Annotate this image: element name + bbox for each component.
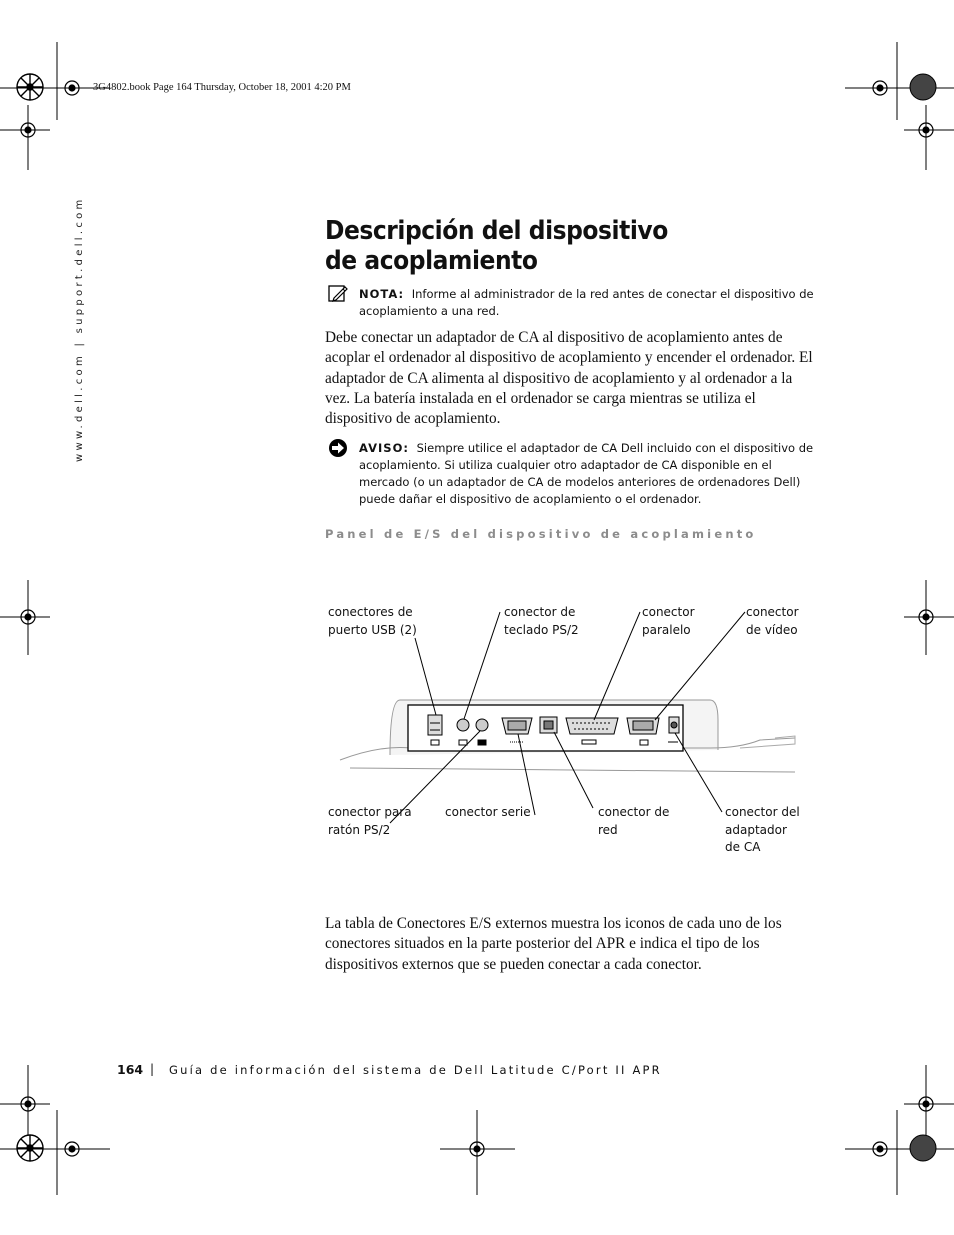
label-keyboard-line-1: conector de	[504, 605, 576, 619]
note-block	[359, 286, 814, 320]
label-video-line-2: de vídeo	[746, 622, 798, 637]
connectors-table-paragraph: La tabla de Conectores E/S externos muestra los iconos de cada uno de los conectores situados en la parte posterior del APR e indica el tipo de los dispositivos externos que se pueden conectar a cada conector.	[325, 915, 782, 973]
sidebar-url: www.dell.com | support.dell.com	[74, 196, 85, 462]
label-keyboard-connector	[504, 604, 579, 639]
label-serial-line-1: conector serie	[445, 805, 531, 819]
note-text: Informe al administrador de la red antes de conectar el dispositivo de acoplamiento a una red.	[359, 287, 814, 318]
label-mouse-connector	[328, 804, 412, 839]
footer-separator: |	[150, 1062, 155, 1076]
label-network-line-2: red	[598, 822, 618, 837]
label-ac-line-1: conector del	[725, 805, 800, 819]
label-serial-connector	[445, 804, 531, 822]
label-mouse-line-1: conector para	[328, 805, 412, 819]
footer-page-number: 164	[117, 1062, 144, 1077]
notice-text: Siempre utilice el adaptador de CA Dell incluido con el dispositivo de acoplamiento. Si utiliza cualquier otro adaptador de CA disponible en el mercado (o un adaptador de CA de modelos anteriores de ordenadores Dell) puede dañar el dispositivo de acoplamiento o el ordenador.	[359, 441, 814, 506]
label-usb-line-2: puerto USB (2)	[328, 622, 417, 637]
arrow-circle-notice-icon	[328, 438, 348, 458]
page-title-line-1: Descripción del dispositivo	[325, 216, 668, 246]
label-ac-line-3: de CA	[725, 840, 761, 854]
label-ac-adapter-connector	[725, 804, 800, 857]
footer-guide-title: Guía de información del sistema de Dell Latitude C/Port II APR	[169, 1063, 662, 1077]
label-parallel-line-2: paralelo	[642, 622, 691, 637]
label-usb-connectors	[328, 604, 417, 639]
notice-label: AVISO:	[359, 441, 409, 455]
label-mouse-line-2: ratón PS/2	[328, 822, 391, 837]
label-ac-line-2: adaptador	[725, 822, 787, 837]
label-video-connector	[746, 604, 799, 639]
label-parallel-line-1: conector	[642, 605, 695, 619]
label-network-line-1: conector de	[598, 805, 670, 819]
pencil-note-icon	[328, 285, 348, 303]
label-usb-line-1: conectores de	[328, 605, 413, 619]
page-title-line-2: de acoplamiento	[325, 246, 538, 276]
figure-caption: Panel de E/S del dispositivo de acoplamiento	[325, 527, 757, 541]
label-keyboard-line-2: teclado PS/2	[504, 622, 579, 637]
intro-paragraph: Debe conectar un adaptador de CA al dispositivo de acoplamiento antes de acoplar el ordenador al dispositivo de acoplamiento y encender el ordenador. El adaptador de CA alimenta al dispositivo de acoplamiento y al ordenador a la vez. La batería instalada en el ordenador se carga mientras se utiliza el dispositivo de acoplamiento.	[325, 329, 813, 428]
notice-block	[359, 440, 814, 508]
note-label: NOTA:	[359, 287, 405, 301]
label-network-connector	[598, 804, 669, 839]
label-parallel-connector	[642, 604, 695, 639]
label-video-line-1: conector	[746, 605, 799, 619]
print-header-line: 3G4802.book Page 164 Thursday, October 18, 2001 4:20 PM	[93, 82, 351, 93]
page-title	[325, 216, 793, 276]
